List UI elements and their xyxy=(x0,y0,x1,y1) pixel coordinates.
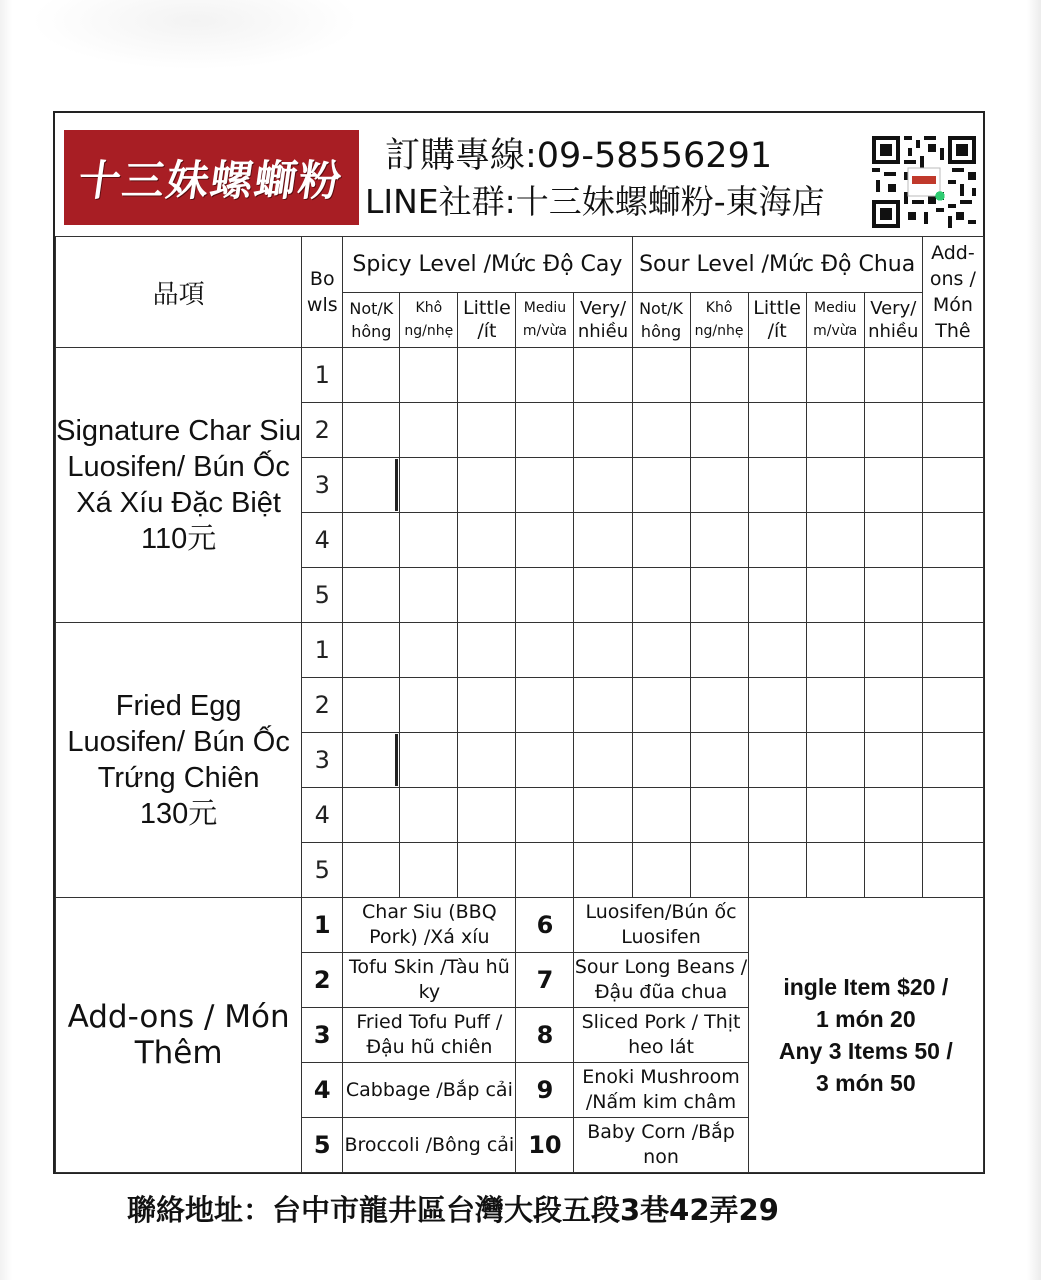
sour-cell[interactable] xyxy=(748,403,806,458)
bowl-number: 2 xyxy=(302,403,343,458)
spicy-cell[interactable] xyxy=(516,458,574,513)
price-line: 3 món 50 xyxy=(815,1070,916,1096)
sour-level-very: Very/ nhiều xyxy=(864,293,922,348)
menu-item-name: Fried Egg Luosifen/ Bún Ốc Trứng Chiên xyxy=(67,690,290,794)
bowl-number: 5 xyxy=(302,843,343,898)
spicy-cell[interactable] xyxy=(516,623,574,678)
sour-cell[interactable] xyxy=(806,678,864,733)
sour-cell[interactable] xyxy=(806,403,864,458)
spicy-cell[interactable] xyxy=(343,733,400,788)
sour-cell[interactable] xyxy=(632,348,690,403)
addons-cell[interactable] xyxy=(922,348,983,403)
sour-cell[interactable] xyxy=(690,623,748,678)
addon-number: 8 xyxy=(516,1008,574,1063)
spicy-cell[interactable] xyxy=(574,348,632,403)
sour-cell[interactable] xyxy=(632,733,690,788)
bowl-number: 4 xyxy=(302,788,343,843)
bowl-number: 3 xyxy=(302,733,343,788)
spicy-cell[interactable] xyxy=(574,403,632,458)
sour-cell[interactable] xyxy=(864,513,922,568)
sour-cell[interactable] xyxy=(690,788,748,843)
addon-number: 4 xyxy=(302,1063,343,1118)
bowl-number: 1 xyxy=(302,623,343,678)
page-edge-right xyxy=(1027,0,1041,1280)
addons-cell[interactable] xyxy=(922,733,983,788)
sour-cell[interactable] xyxy=(748,623,806,678)
spicy-level-medium: Mediu m/vừa xyxy=(516,293,574,348)
addon-label: Baby Corn /Bắp non xyxy=(574,1118,748,1173)
addon-number: 7 xyxy=(516,953,574,1008)
sour-cell[interactable] xyxy=(806,843,864,898)
paper-smudge xyxy=(30,0,360,70)
spicy-cell[interactable] xyxy=(458,788,516,843)
sour-cell[interactable] xyxy=(748,788,806,843)
bowl-number: 2 xyxy=(302,678,343,733)
addons-cell[interactable] xyxy=(922,788,983,843)
sour-cell[interactable] xyxy=(864,458,922,513)
addon-number: 9 xyxy=(516,1063,574,1118)
spicy-cell[interactable] xyxy=(400,403,458,458)
addons-cell[interactable] xyxy=(922,403,983,458)
addon-label: Luosifen/Bún ốc Luosifen xyxy=(574,898,748,953)
addon-row xyxy=(56,898,984,953)
sour-cell[interactable] xyxy=(864,678,922,733)
addon-label: Cabbage /Bắp cải xyxy=(343,1063,516,1118)
addons-cell[interactable] xyxy=(922,513,983,568)
sour-cell[interactable] xyxy=(806,513,864,568)
spicy-cell[interactable] xyxy=(516,568,574,623)
spicy-cell[interactable] xyxy=(574,623,632,678)
sour-cell[interactable] xyxy=(632,403,690,458)
spicy-cell[interactable] xyxy=(400,788,458,843)
order-hotline: 訂購專線:09-58556291 xyxy=(385,136,773,176)
sour-cell[interactable] xyxy=(864,788,922,843)
addon-pricing xyxy=(748,898,983,1173)
spicy-level-very: Very/ nhiều xyxy=(574,293,632,348)
spicy-cell[interactable] xyxy=(516,788,574,843)
sour-cell[interactable] xyxy=(806,458,864,513)
price-line: Any 3 Items 50 / xyxy=(778,1038,953,1064)
spicy-cell[interactable] xyxy=(343,678,400,733)
spicy-cell[interactable] xyxy=(343,458,400,513)
spicy-cell[interactable] xyxy=(574,843,632,898)
spicy-cell[interactable] xyxy=(400,568,458,623)
addons-cell[interactable] xyxy=(922,843,983,898)
bowl-number: 1 xyxy=(302,348,343,403)
sour-cell[interactable] xyxy=(864,733,922,788)
sour-cell[interactable] xyxy=(690,513,748,568)
addons-header: Add-ons / Món Thê xyxy=(922,237,983,348)
line-group-name: LINE社群:十三妹螺螄粉-東海店 xyxy=(365,182,825,221)
sour-cell[interactable] xyxy=(632,678,690,733)
sour-level-medium: Mediu m/vừa xyxy=(806,293,864,348)
addons-cell[interactable] xyxy=(922,623,983,678)
sour-cell[interactable] xyxy=(748,733,806,788)
addon-number: 2 xyxy=(302,953,343,1008)
sour-cell[interactable] xyxy=(632,623,690,678)
spicy-cell[interactable] xyxy=(400,348,458,403)
item-header: 品項 xyxy=(56,237,302,348)
sour-cell[interactable] xyxy=(864,403,922,458)
spicy-cell[interactable] xyxy=(400,458,458,513)
sour-cell[interactable] xyxy=(806,568,864,623)
spicy-cell[interactable] xyxy=(574,788,632,843)
sour-cell[interactable] xyxy=(632,458,690,513)
spicy-level-header: Spicy Level /Mức Độ Cay xyxy=(343,237,632,293)
spicy-cell[interactable] xyxy=(343,788,400,843)
spicy-cell[interactable] xyxy=(458,733,516,788)
menu-item-price: 130元 xyxy=(139,798,218,830)
sour-cell[interactable] xyxy=(690,403,748,458)
sour-cell[interactable] xyxy=(748,843,806,898)
qr-code-icon xyxy=(872,136,976,228)
addon-label: Sour Long Beans /Đậu đũa chua xyxy=(574,953,748,1008)
sour-cell[interactable] xyxy=(748,458,806,513)
addon-number: 5 xyxy=(302,1118,343,1173)
spicy-cell[interactable] xyxy=(400,513,458,568)
sour-cell[interactable] xyxy=(632,513,690,568)
spicy-cell[interactable] xyxy=(574,513,632,568)
bowl-number: 5 xyxy=(302,568,343,623)
sour-cell[interactable] xyxy=(748,568,806,623)
sour-level-none: Not/K hông xyxy=(632,293,690,348)
addons-cell[interactable] xyxy=(922,568,983,623)
table-row xyxy=(56,348,984,403)
sour-cell[interactable] xyxy=(748,513,806,568)
spicy-cell[interactable] xyxy=(458,403,516,458)
spicy-level-mild: Khô ng/nhẹ xyxy=(400,293,458,348)
price-line: 1 món 20 xyxy=(815,1006,916,1032)
spicy-cell[interactable] xyxy=(516,733,574,788)
menu-item-name: Signature Char Siu Luosifen/ Bún Ốc Xá Xíu Đặc Biệt xyxy=(56,415,302,519)
sour-cell[interactable] xyxy=(864,623,922,678)
spicy-cell[interactable] xyxy=(343,403,400,458)
addon-label: Sliced Pork / Thịt heo lát xyxy=(574,1008,748,1063)
addon-label: Fried Tofu Puff /Đậu hũ chiên xyxy=(343,1008,516,1063)
pen-mark xyxy=(395,734,398,786)
sour-level-header: Sour Level /Mức Độ Chua xyxy=(632,237,922,293)
sour-cell[interactable] xyxy=(864,568,922,623)
sour-level-mild: Khô ng/nhẹ xyxy=(690,293,748,348)
spicy-cell[interactable] xyxy=(343,348,400,403)
spicy-cell[interactable] xyxy=(516,403,574,458)
sour-cell[interactable] xyxy=(864,348,922,403)
spicy-cell[interactable] xyxy=(343,623,400,678)
brand-logo: 十三妹螺螄粉 xyxy=(64,130,359,225)
order-grid xyxy=(55,236,984,1173)
spicy-cell[interactable] xyxy=(400,733,458,788)
addon-number: 6 xyxy=(516,898,574,953)
addon-label: Enoki Mushroom /Nấm kim châm xyxy=(574,1063,748,1118)
sour-cell[interactable] xyxy=(864,843,922,898)
sour-cell[interactable] xyxy=(806,733,864,788)
sour-cell[interactable] xyxy=(690,733,748,788)
spicy-cell[interactable] xyxy=(458,513,516,568)
spicy-cell[interactable] xyxy=(574,458,632,513)
menu-item-1 xyxy=(56,348,302,623)
bowls-header: Bo wls xyxy=(302,237,343,348)
contact-address: 聯絡地址：台中市龍井區台灣大段五段3巷42弄29 xyxy=(127,1193,779,1227)
page-edge-left xyxy=(0,0,12,1280)
spicy-cell[interactable] xyxy=(343,843,400,898)
spicy-cell[interactable] xyxy=(516,678,574,733)
sour-cell[interactable] xyxy=(632,788,690,843)
sour-cell[interactable] xyxy=(806,623,864,678)
spicy-level-little: Little /ít xyxy=(458,293,516,348)
addon-number: 10 xyxy=(516,1118,574,1173)
sour-cell[interactable] xyxy=(690,678,748,733)
menu-item-2 xyxy=(56,623,302,898)
spicy-cell[interactable] xyxy=(343,568,400,623)
sour-cell[interactable] xyxy=(748,678,806,733)
addon-number: 1 xyxy=(302,898,343,953)
spicy-cell[interactable] xyxy=(400,678,458,733)
spicy-cell[interactable] xyxy=(574,568,632,623)
menu-item-price: 110元 xyxy=(141,523,217,555)
sour-cell[interactable] xyxy=(632,843,690,898)
bowl-number: 4 xyxy=(302,513,343,568)
sour-cell[interactable] xyxy=(690,458,748,513)
addons-cell[interactable] xyxy=(922,458,983,513)
addon-label: Tofu Skin /Tàu hũ ky xyxy=(343,953,516,1008)
spicy-cell[interactable] xyxy=(516,348,574,403)
sour-level-little: Little /ít xyxy=(748,293,806,348)
spicy-cell[interactable] xyxy=(458,623,516,678)
spicy-cell[interactable] xyxy=(458,458,516,513)
addon-label: Char Siu (BBQ Pork) /Xá xíu xyxy=(343,898,516,953)
addon-number: 3 xyxy=(302,1008,343,1063)
sour-cell[interactable] xyxy=(632,568,690,623)
pen-mark xyxy=(395,459,398,511)
spicy-cell[interactable] xyxy=(574,733,632,788)
sour-cell[interactable] xyxy=(690,348,748,403)
spicy-cell[interactable] xyxy=(400,843,458,898)
sour-cell[interactable] xyxy=(690,843,748,898)
bowl-number: 3 xyxy=(302,458,343,513)
spicy-cell[interactable] xyxy=(400,623,458,678)
sour-cell[interactable] xyxy=(690,568,748,623)
spicy-cell[interactable] xyxy=(516,513,574,568)
sour-cell[interactable] xyxy=(748,348,806,403)
spicy-cell[interactable] xyxy=(574,678,632,733)
spicy-cell[interactable] xyxy=(516,843,574,898)
table-row xyxy=(56,623,984,678)
spicy-cell[interactable] xyxy=(458,678,516,733)
sour-cell[interactable] xyxy=(806,348,864,403)
price-line: ingle Item $20 / xyxy=(783,974,949,1000)
addons-title: Add-ons / Món Thêm xyxy=(56,898,302,1173)
spicy-level-none: Not/K hông xyxy=(343,293,400,348)
addons-cell[interactable] xyxy=(922,678,983,733)
spicy-cell[interactable] xyxy=(458,348,516,403)
addon-label: Broccoli /Bông cải xyxy=(343,1118,516,1173)
spicy-cell[interactable] xyxy=(458,843,516,898)
spicy-cell[interactable] xyxy=(343,513,400,568)
sour-cell[interactable] xyxy=(806,788,864,843)
spicy-cell[interactable] xyxy=(458,568,516,623)
